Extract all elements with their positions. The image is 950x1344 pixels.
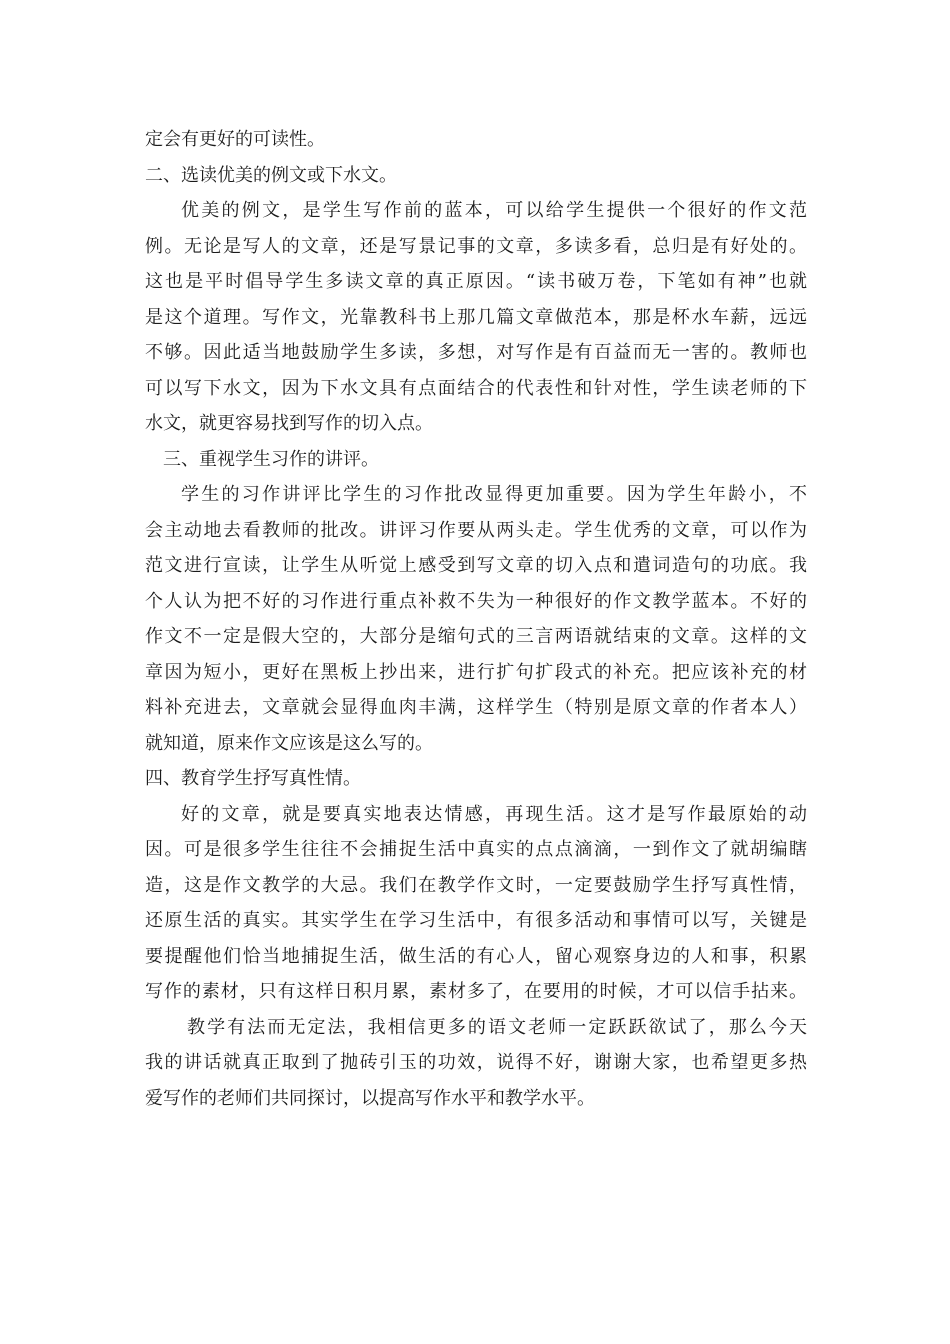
section-heading: 三、重视学生习作的讲评。 [163,448,379,470]
text-line: 写作的素材，只有这样日积月累，素材多了，在要用的时候，才可以信手拈来。 [145,981,807,1002]
text-line: 不够。因此适当地鼓励学生多读，多想，对写作是有百益而无一害的。教师也 [145,342,807,363]
text-line: 水文，就更容易找到写作的切入点。 [145,413,433,434]
text-line: 会主动地去看教师的批改。讲评习作要从两头走。学生优秀的文章，可以作为 [145,519,807,541]
text-line: 好的文章，就是要真实地表达情感，再现生活。这才是写作最原始的动 [181,803,807,825]
text-line: 爱写作的老师们共同探讨，以提高写作水平和教学水平。 [145,1087,595,1109]
text-line: 造，这是作文教学的大忌。我们在教学作文时，一定要鼓励学生抒写真性情， [145,874,807,896]
section-heading: 四、教育学生抒写真性情。 [145,768,361,789]
text-line: 可以写下水文，因为下水文具有点面结合的代表性和针对性，学生读老师的下 [145,377,807,399]
text-line: 就知道，原来作文应该是这么写的。 [145,732,433,754]
text-line: 学生的习作讲评比学生的习作批改显得更加重要。因为学生年龄小，不 [181,484,807,505]
text-line: 个人认为把不好的习作进行重点补救不失为一种很好的作文教学蓝本。不好的 [145,590,807,612]
text-line: 料补充进去，文章就会显得血肉丰满，这样学生（特别是原文章的作者本人） [145,697,807,718]
text-line: 定会有更好的可读性。 [145,129,325,150]
text-line: 因。可是很多学生往往不会捕捉生活中真实的点点滴滴，一到作文了就胡编瞎 [145,839,807,860]
text-line: 例。无论是写人的文章，还是写景记事的文章，多读多看，总归是有好处的。 [145,235,807,257]
text-line: 这也是平时倡导学生多读文章的真正原因。“读书破万卷，下笔如有神”也就 [145,271,807,292]
text-line: 我的讲话就真正取到了抛砖引玉的功效，说得不好，谢谢大家，也希望更多热 [145,1052,807,1073]
text-line: 是这个道理。写作文，光靠教科书上那几篇文章做范本，那是杯水车薪，远远 [145,306,807,328]
text-line: 范文进行宣读，让学生从听觉上感受到写文章的切入点和遣词造句的功底。我 [145,555,807,576]
document-body [145,122,807,1116]
text-line: 章因为短小，更好在黑板上抄出来，进行扩句扩段式的补充。把应该补充的材 [145,661,807,683]
text-line: 还原生活的真实。其实学生在学习生活中，有很多活动和事情可以写，关键是 [145,910,807,931]
text-line: 作文不一定是假大空的，大部分是缩句式的三言两语就结束的文章。这样的文 [145,626,807,647]
text-line: 优美的例文，是学生写作前的蓝本，可以给学生提供一个很好的作文范 [181,200,807,221]
text-line: 教学有法而无定法，我相信更多的语文老师一定跃跃欲试了，那么今天 [187,1016,807,1038]
text-line: 要提醒他们恰当地捕捉生活，做生活的有心人，留心观察身边的人和事，积累 [145,945,807,967]
section-heading: 二、选读优美的例文或下水文。 [145,164,397,186]
